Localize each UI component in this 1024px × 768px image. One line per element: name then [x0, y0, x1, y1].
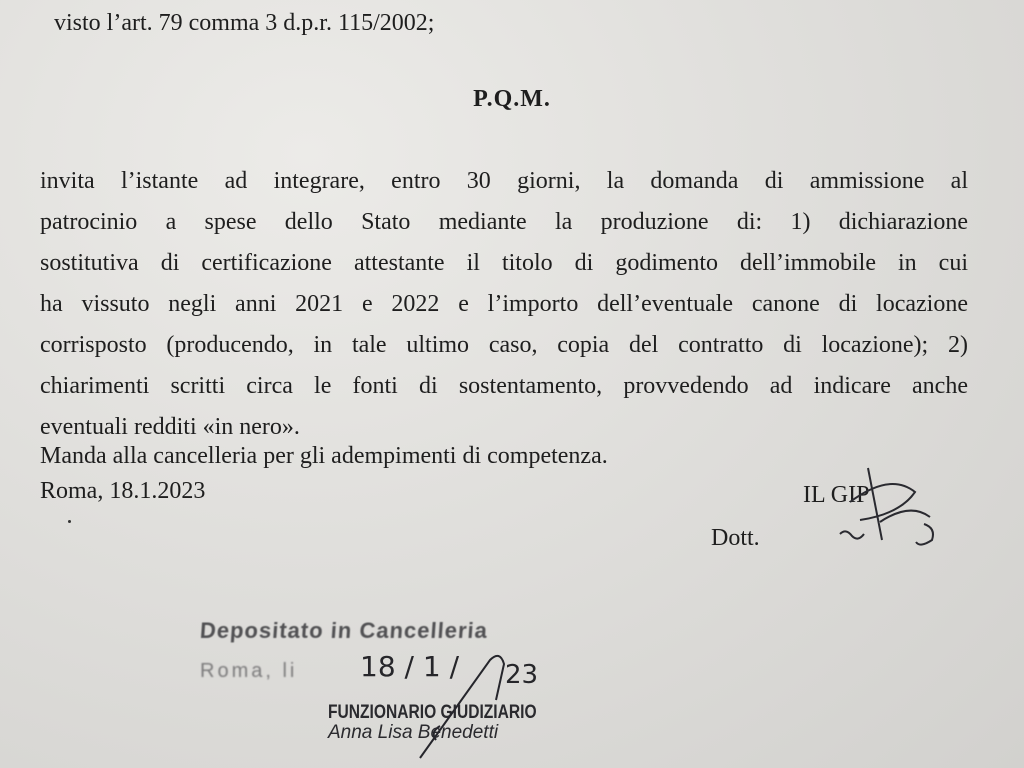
- body-line: invita l’istante ad integrare, entro 30 giorni, la domanda di ammissione al: [40, 168, 968, 194]
- body-line: eventuali redditi «in nero».: [40, 414, 300, 440]
- place-date: Roma, 18.1.2023: [40, 478, 206, 504]
- stamp-name: Anna Lisa Benedetti: [328, 722, 499, 743]
- body-line: sostitutiva di certificazione attestante il titolo di godimento dell’immobile in cui: [40, 250, 968, 276]
- manda-line: Manda alla cancelleria per gli adempimenti di competenza.: [40, 443, 608, 469]
- handwritten-year: 23: [505, 660, 539, 690]
- body-line: corrisposto (producendo, in tale ultimo caso, copia del contratto di locazione); 2): [40, 332, 968, 358]
- clerk-signature: [400, 640, 540, 765]
- signer-prefix: Dott.: [711, 525, 760, 551]
- signature-scribble: [820, 462, 960, 562]
- dot-mark: [68, 520, 71, 523]
- body-paragraph: [40, 161, 968, 448]
- body-line: patrocinio a spese dello Stato mediante la produzione di: 1) dichiarazione: [40, 209, 968, 235]
- citation-line: visto l’art. 79 comma 3 d.p.r. 115/2002;: [54, 10, 435, 36]
- handwritten-date: 18 / 1 /: [360, 650, 460, 683]
- body-line: ha vissuto negli anni 2021 e 2022 e l’importo dell’eventuale canone di locazione: [40, 291, 968, 317]
- stamp-place: Roma, li: [200, 660, 298, 682]
- stamp-title: Depositato in Cancelleria: [199, 618, 489, 643]
- stamp-role: FUNZIONARIO GIUDIZIARIO: [328, 702, 537, 723]
- signer-title: IL GIP: [803, 482, 870, 508]
- body-line: chiarimenti scritti circa le fonti di sostentamento, provvedendo ad indicare anche: [40, 373, 968, 399]
- pqm-heading: P.Q.M.: [473, 86, 551, 112]
